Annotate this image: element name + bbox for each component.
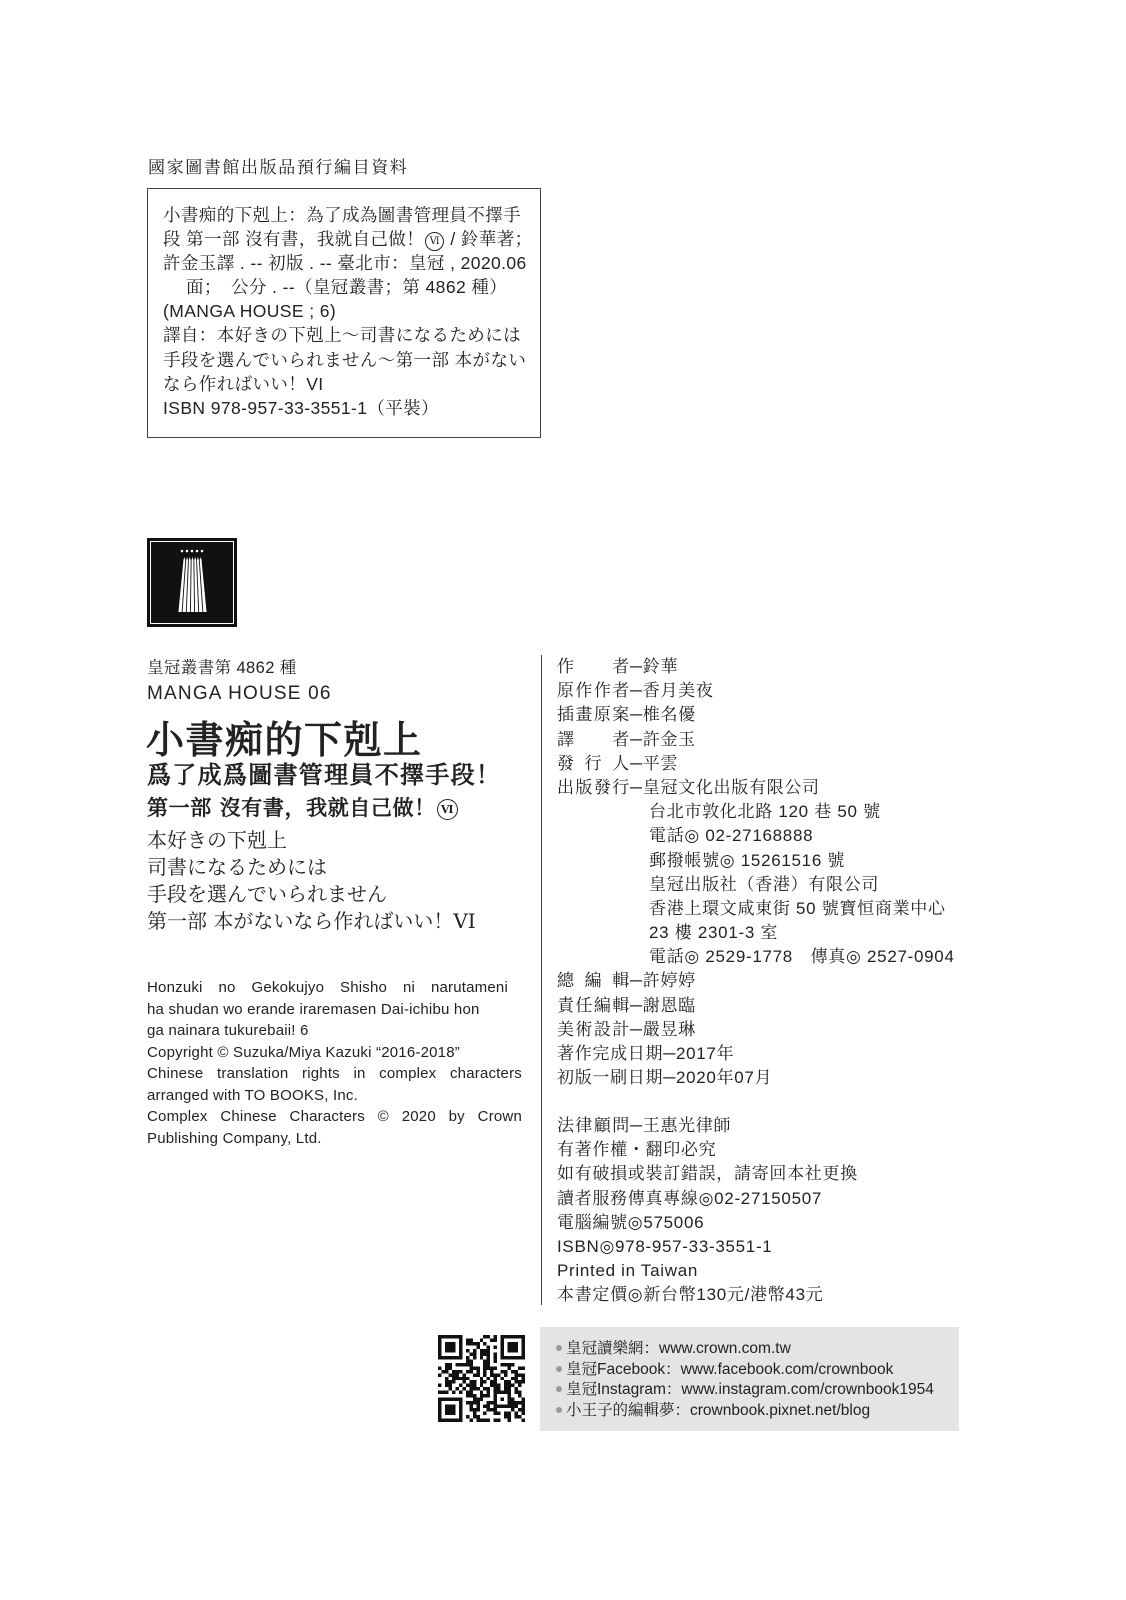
logo-dot — [191, 550, 194, 553]
original-title-block — [147, 827, 476, 936]
logo-dot — [181, 550, 184, 553]
credit-value: 皇冠文化出版有限公司 — [642, 777, 820, 797]
credit-value: 謝恩臨 — [642, 995, 696, 1015]
legal-line: 本書定價◎新台幣130元/港幣43元 — [557, 1285, 824, 1305]
cip-line: なら作ればいい！VI — [163, 373, 324, 394]
cip-line: 小書痴的下剋上：為了成為圖書管理員不擇手 — [163, 205, 521, 225]
legal-info — [557, 1114, 858, 1308]
link-text: 小王子的編輯夢：crownbook.pixnet.net/blog — [566, 1401, 871, 1419]
legal-line: 讀者服務傳真專線◎02-27150507 — [557, 1188, 823, 1208]
credit-row — [557, 994, 955, 1018]
credit-label: 美術設計 — [557, 1019, 630, 1039]
legal-line: 電腦編號◎575006 — [557, 1212, 705, 1232]
credit-dash: ─ — [630, 729, 643, 749]
cip-line: (MANGA HOUSE ; 6) — [163, 301, 337, 322]
credit-label: 插畫原案 — [557, 705, 630, 725]
book-title: 小書痴的下剋上 — [146, 717, 423, 762]
credit-value: 2017年 — [675, 1044, 735, 1063]
credit-dash: ─ — [630, 971, 643, 991]
crown-publisher-logo-icon — [147, 538, 237, 627]
credit-dash: ─ — [630, 777, 643, 797]
credit-label: 初版一刷日期 — [557, 1068, 664, 1088]
credit-dash: ─ — [630, 705, 643, 725]
bullet-icon — [556, 1407, 562, 1413]
cip-line: 面； 公分 . --（皇冠叢書；第 4862 種） — [186, 277, 508, 298]
bullet-icon — [556, 1366, 562, 1372]
address-line: 香港上環文咸東街 50 號寶恒商業中心 — [649, 898, 946, 918]
link-row — [556, 1339, 959, 1360]
credit-label: 發 行 人 — [557, 753, 630, 773]
cip-heading: 國家圖書館出版品預行編目資料 — [148, 158, 409, 177]
editors-list — [557, 969, 955, 1090]
address-line: 23 樓 2301-3 室 — [649, 923, 779, 943]
credit-value: 嚴昱琳 — [642, 1019, 696, 1039]
cip-record-box — [147, 188, 541, 438]
logo-dot — [201, 550, 204, 553]
link-text: 皇冠讀樂網：www.crown.com.tw — [566, 1340, 791, 1357]
legal-counsel-row — [557, 1114, 858, 1138]
credit-value: 鈴華 — [642, 657, 679, 676]
logo-dot — [196, 550, 199, 553]
credit-row — [557, 703, 955, 727]
column-divider — [541, 655, 542, 1305]
qr-code-icon — [438, 1335, 525, 1422]
series-number: 皇冠叢書第 4862 種 — [147, 659, 297, 677]
copyright-block — [147, 977, 522, 1150]
credit-dash: ─ — [630, 753, 643, 773]
part-title — [147, 794, 459, 822]
copyright-line: ga nainara tukurebaii! 6 — [147, 1022, 309, 1040]
address-line: 台北市敦化北路 120 巷 50 號 — [649, 802, 881, 822]
copyright-line: Complex Chinese Characters © 2020 by Crown — [147, 1108, 522, 1126]
credit-row — [557, 776, 955, 800]
original-title-line: 第一部 本がないなら作ればいい！VI — [147, 909, 476, 934]
credit-value: 香月美夜 — [642, 681, 714, 701]
credit-dash: ─ — [630, 995, 643, 1015]
credit-value: 椎名優 — [642, 705, 696, 725]
credit-value: 2020年07月 — [675, 1068, 773, 1088]
address-list — [557, 800, 955, 969]
credit-label: 總 編 輯 — [557, 971, 630, 991]
link-text: 皇冠Facebook：www.facebook.com/crownbook — [566, 1360, 894, 1378]
legal-line: 如有破損或裝訂錯誤，請寄回本社更換 — [557, 1164, 858, 1184]
legal-line: ISBN◎978-957-33-3551-1 — [557, 1236, 773, 1256]
part-title-text: 第一部 沒有書，我就自己做！ — [147, 795, 436, 820]
credit-row — [557, 1018, 955, 1042]
credit-dash: ─ — [663, 1044, 676, 1063]
cip-line — [163, 227, 540, 251]
copyright-line: ha shudan wo erande iraremasen Dai-ichibu hon — [147, 1000, 480, 1018]
address-line: 電話◎ 2529-1778 傳真◎ 2527-0904 — [649, 947, 955, 967]
imprint-label: MANGA HOUSE 06 — [147, 683, 332, 704]
online-links-box — [540, 1327, 959, 1431]
bullet-icon — [556, 1386, 562, 1392]
legal-lines — [557, 1138, 858, 1307]
address-line: 電話◎ 02-27168888 — [649, 826, 814, 846]
copyright-line: Publishing Company, Ltd. — [147, 1129, 322, 1147]
link-row — [556, 1360, 959, 1381]
credit-dash: ─ — [630, 1019, 643, 1039]
link-row — [556, 1401, 959, 1422]
credit-row — [557, 655, 955, 679]
copyright-line: Copyright © Suzuka/Miya Kazuki “2016-2018” — [147, 1043, 460, 1061]
address-line: 郵撥帳號◎ 15261516 號 — [649, 850, 846, 870]
credit-dash: ─ — [663, 1068, 676, 1088]
credit-dash: ─ — [630, 1116, 643, 1135]
legal-line: 有著作權・翻印必究 — [557, 1140, 717, 1160]
cip-text: / 鈴華著； — [445, 229, 533, 250]
credit-value: 王惠光律師 — [642, 1116, 732, 1135]
credit-row — [557, 969, 955, 993]
credit-row — [557, 679, 955, 703]
credit-row — [557, 728, 955, 752]
original-title-line: 司書になるためには — [147, 854, 327, 879]
circled-volume-numeral: Ⅵ — [425, 232, 444, 251]
credit-row — [557, 752, 955, 776]
credit-row — [557, 1066, 955, 1090]
credit-label: 著作完成日期 — [557, 1044, 664, 1063]
original-title-line: 手段を選んでいられません — [147, 882, 387, 907]
credit-value: 平雲 — [642, 753, 679, 773]
original-title-line: 本好きの下剋上 — [147, 827, 287, 852]
logo-dot — [186, 550, 189, 553]
cip-line: ISBN 978-957-33-3551-1（平裝） — [163, 397, 439, 418]
cip-line: 許金玉譯 . -- 初版 . -- 臺北市：皇冠 , 2020.06 — [163, 253, 527, 274]
legal-line: Printed in Taiwan — [557, 1261, 699, 1281]
publication-credits — [557, 655, 955, 1090]
credit-dash: ─ — [630, 657, 643, 676]
credit-value: 許金玉 — [642, 729, 696, 749]
bullet-icon — [556, 1345, 562, 1351]
credit-label: 出版發行 — [557, 777, 630, 797]
copyright-line: arranged with TO BOOKS, Inc. — [147, 1086, 358, 1104]
address-line: 皇冠出版社（香港）有限公司 — [649, 874, 880, 894]
credit-value: 許婷婷 — [642, 971, 696, 991]
link-text: 皇冠Instagram：www.instagram.com/crownbook1954 — [566, 1381, 934, 1398]
copyright-line: Honzuki no Gekokujyo Shisho ni narutameni — [147, 979, 508, 996]
credit-dash: ─ — [630, 681, 643, 701]
circled-volume-numeral: Ⅵ — [437, 799, 458, 820]
link-row — [556, 1380, 959, 1401]
credit-label: 原作作者 — [557, 681, 630, 701]
cip-text: 段 第一部 沒有書，我就自己做！ — [163, 229, 425, 250]
credit-label: 作 者 — [557, 657, 630, 676]
credits-list — [557, 655, 955, 800]
book-subtitle: 爲了成爲圖書管理員不擇手段！ — [147, 760, 502, 789]
credit-row — [557, 1042, 955, 1066]
cip-line: 手段を選んでいられません～第一部 本がない — [163, 349, 527, 370]
credit-label: 譯 者 — [557, 729, 630, 749]
credit-label: 責任編輯 — [557, 995, 630, 1015]
cip-line: 譯自：本好きの下剋上～司書になるためには — [163, 325, 521, 346]
credit-label: 法律顧問 — [557, 1116, 630, 1135]
copyright-line: Chinese translation rights in complex characters — [147, 1065, 522, 1083]
